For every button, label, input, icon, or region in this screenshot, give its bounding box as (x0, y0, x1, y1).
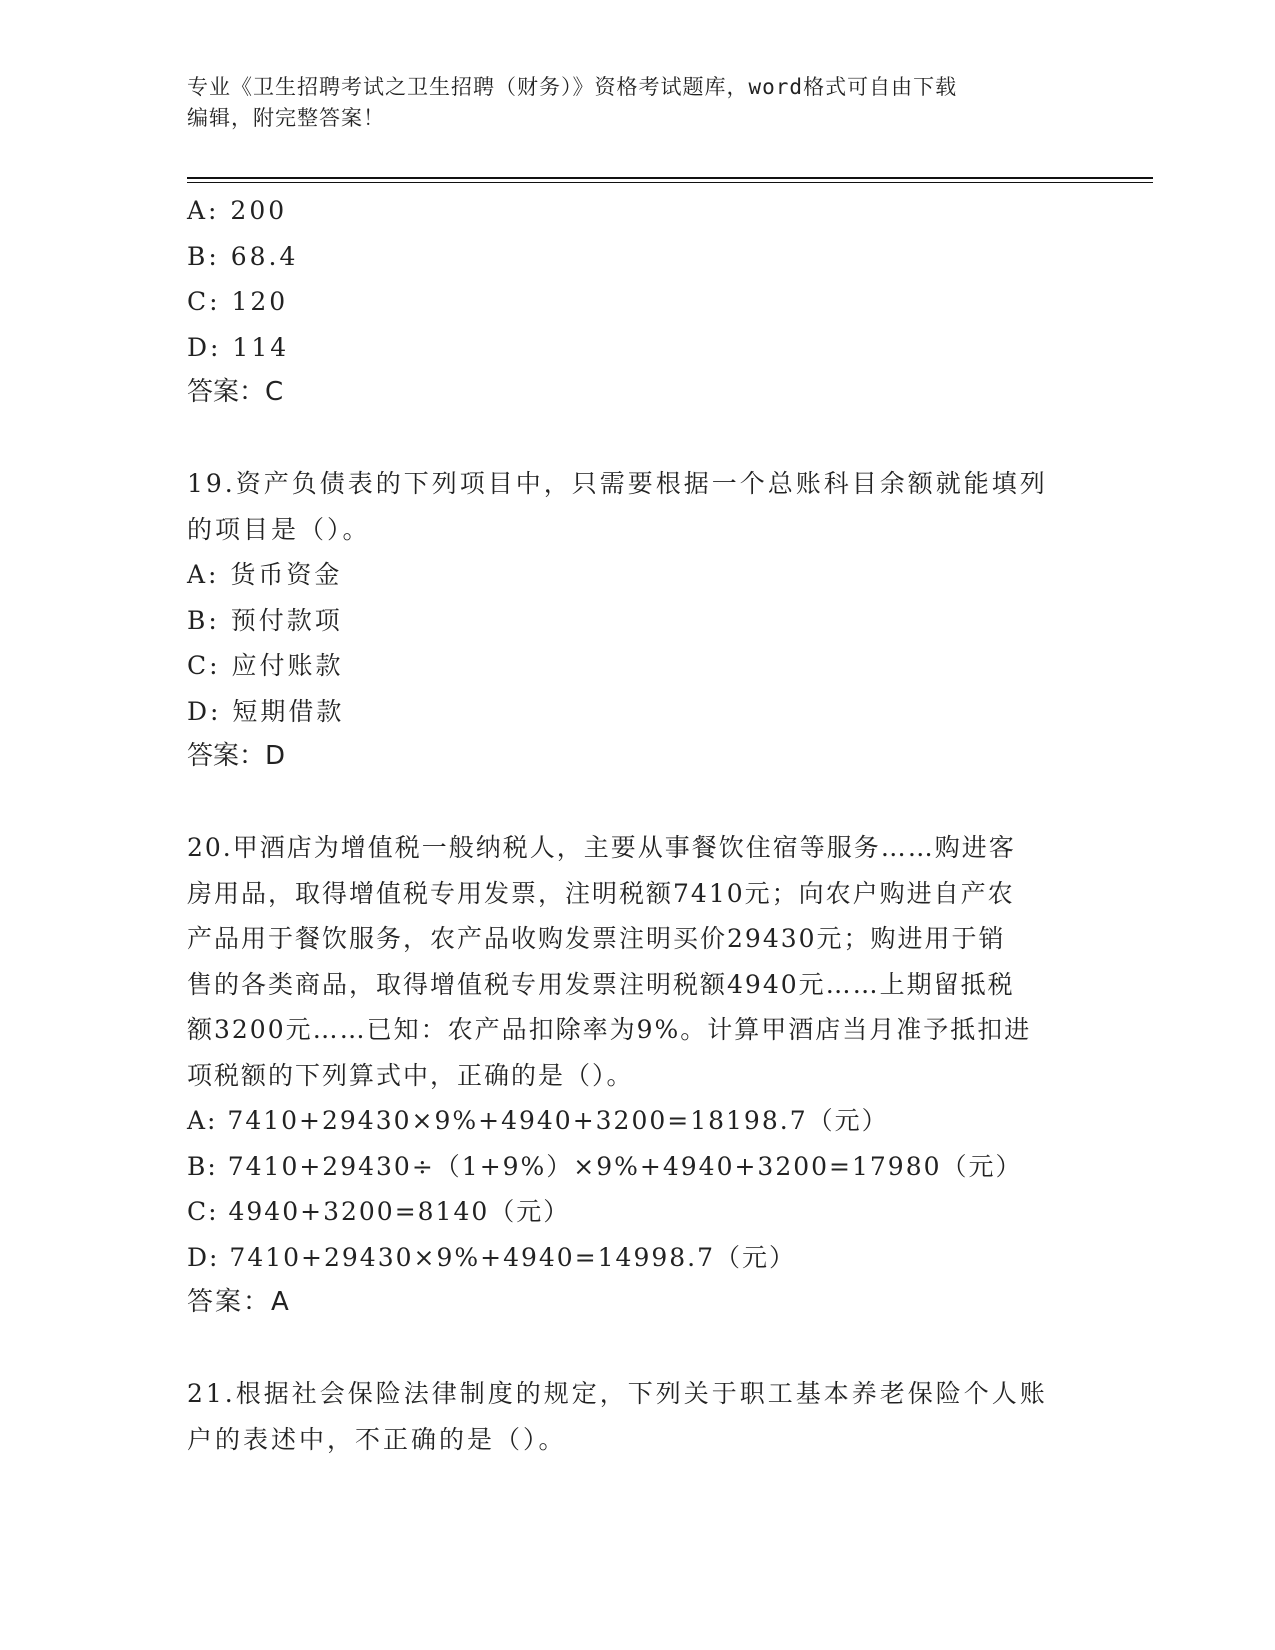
question-stem-line: 产品用于餐饮服务，农产品收购发票注明买价29430元；购进用于销 (187, 924, 1006, 953)
question-stem-line: 房用品，取得增值税专用发票，注明税额7410元；向农户购进自产农 (187, 878, 1015, 908)
option-d: D: 短期借款 (187, 696, 345, 726)
question-stem-line: 的项目是（）。 (187, 514, 371, 544)
header-line-1: 专业《卫生招聘考试之卫生招聘（财务）》资格考试题库，word格式可自由下载 (187, 75, 958, 99)
question-stem-line: 售的各类商品，取得增值税专用发票注明税额4940元……上期留抵税 (187, 969, 1015, 999)
question-stem-line: 项税额的下列算式中，正确的是（）。 (187, 1060, 634, 1090)
option-a: A: 7410+29430×9%+4940+3200=18198.7（元） (187, 1106, 889, 1135)
question-stem-line: 户的表述中，不正确的是（）。 (187, 1424, 567, 1454)
question-20-block (187, 825, 1087, 1326)
option-d: D: 7410+29430×9%+4940=14998.7（元） (187, 1242, 797, 1272)
option-b: B: 68.4 (187, 241, 299, 271)
question-stem-line: 21.根据社会保险法律制度的规定，下列关于职工基本养老保险个人账 (187, 1379, 1048, 1408)
option-d: D: 114 (187, 332, 290, 362)
question-stem-line: 20.甲酒店为增值税一般纳税人，主要从事餐饮住宿等服务……购进客 (187, 833, 1016, 862)
document-header (187, 72, 1067, 134)
option-a: A: 货币资金 (187, 560, 343, 589)
header-line-2: 编辑，附完整答案！ (187, 106, 385, 130)
option-a: A: 200 (187, 196, 288, 225)
answer-line: 答案：A (187, 1287, 291, 1317)
option-b: B: 预付款项 (187, 605, 343, 635)
answer-line: 答案：C (187, 377, 284, 407)
option-c: C: 120 (187, 287, 289, 316)
question-18-block (187, 188, 1087, 416)
question-list (187, 188, 1087, 1462)
option-c: C: 4940+3200=8140（元） (187, 1197, 571, 1226)
answer-line: 答案：D (187, 741, 286, 771)
option-b: B: 7410+29430÷（1+9%）×9%+4940+3200=17980（元） (187, 1151, 1023, 1181)
header-divider (187, 177, 1153, 183)
question-21-block (187, 1371, 1087, 1462)
question-19-block (187, 461, 1087, 780)
question-stem-line: 19.资产负债表的下列项目中，只需要根据一个总账科目余额就能填列 (187, 469, 1048, 498)
question-stem-line: 额3200元……已知：农产品扣除率为9%。计算甲酒店当月准予抵扣进 (187, 1015, 1032, 1044)
option-c: C: 应付账款 (187, 651, 344, 680)
